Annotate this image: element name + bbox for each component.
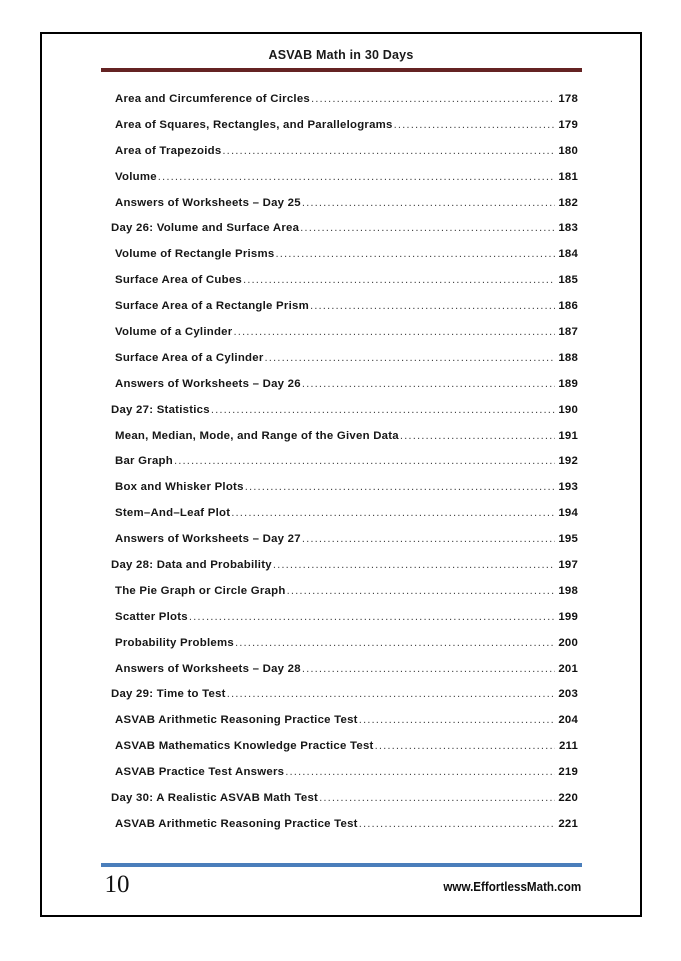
toc-entry-page-number: 191	[558, 429, 578, 442]
footer-divider-rule	[101, 863, 582, 867]
toc-entry-page-number: 180	[558, 144, 578, 157]
book-title: ASVAB Math in 30 Days	[268, 48, 414, 62]
toc-dot-leader	[400, 430, 555, 441]
toc-entry[interactable]	[42, 611, 640, 637]
toc-entry[interactable]	[42, 559, 640, 585]
toc-dot-leader	[235, 637, 555, 648]
toc-entry-page-number: 183	[558, 222, 578, 235]
page-number: 10	[104, 871, 130, 898]
toc-entry-title: Surface Area of a Cylinder	[115, 351, 264, 364]
toc-entry-page-number: 184	[558, 248, 578, 261]
toc-dot-leader	[285, 766, 555, 777]
toc-entry-page-number: 197	[558, 559, 578, 572]
toc-entry-page-number: 182	[558, 196, 578, 209]
toc-entry-page-number: 201	[558, 662, 578, 675]
toc-dot-leader	[300, 222, 555, 233]
toc-entry[interactable]	[42, 818, 640, 844]
toc-dot-leader	[211, 404, 555, 415]
toc-entry-title: Surface Area of a Rectangle Prism	[115, 300, 309, 313]
table-of-contents	[42, 93, 640, 844]
toc-entry-title: Area and Circumference of Circles	[115, 93, 310, 105]
toc-entry-title: Scatter Plots	[115, 610, 188, 623]
toc-dot-leader	[231, 507, 555, 518]
toc-entry[interactable]	[42, 766, 640, 792]
page-frame	[40, 32, 642, 917]
toc-entry[interactable]	[42, 274, 640, 300]
toc-entry-title: Surface Area of Cubes	[115, 274, 242, 287]
toc-entry-title: Answers of Worksheets – Day 25	[115, 196, 301, 209]
toc-entry-page-number: 190	[558, 403, 578, 416]
toc-entry[interactable]	[42, 430, 640, 456]
toc-entry[interactable]	[42, 197, 640, 223]
toc-dot-leader	[189, 611, 555, 622]
toc-entry[interactable]	[42, 585, 640, 611]
toc-dot-leader	[265, 352, 555, 363]
toc-entry[interactable]	[42, 326, 640, 352]
header-divider-rule	[101, 68, 582, 72]
toc-dot-leader	[243, 274, 555, 285]
toc-dot-leader	[174, 455, 555, 466]
toc-entry-page-number: 187	[558, 326, 578, 339]
toc-entry-title: Day 27: Statistics	[111, 403, 210, 416]
toc-entry[interactable]	[42, 455, 640, 481]
toc-entry-title: Answers of Worksheets – Day 26	[115, 377, 301, 390]
toc-entry[interactable]	[42, 507, 640, 533]
toc-entry[interactable]	[42, 533, 640, 559]
toc-entry[interactable]	[42, 792, 640, 818]
toc-entry-title: Volume of a Cylinder	[115, 326, 233, 339]
toc-entry-page-number: 200	[558, 636, 578, 649]
toc-entry-page-number: 185	[558, 274, 578, 287]
toc-entry-title: Volume of Rectangle Prisms	[115, 248, 275, 261]
toc-entry-title: Stem–And–Leaf Plot	[115, 507, 231, 520]
toc-dot-leader	[158, 171, 555, 182]
toc-entry[interactable]	[42, 119, 640, 145]
toc-entry-page-number: 204	[558, 714, 578, 727]
toc-entry-title: Box and Whisker Plots	[115, 481, 244, 494]
footer-content	[101, 872, 582, 897]
toc-entry-page-number: 186	[558, 300, 578, 313]
toc-entry-title: Day 29: Time to Test	[111, 688, 226, 701]
toc-entry-title: Probability Problems	[115, 636, 234, 649]
toc-dot-leader	[245, 481, 555, 492]
toc-entry-page-number: 189	[558, 377, 578, 390]
toc-entry-page-number: 188	[558, 351, 578, 364]
toc-entry-page-number: 193	[558, 481, 578, 494]
toc-entry-page-number: 211	[559, 740, 578, 753]
toc-dot-leader	[302, 197, 555, 208]
toc-entry[interactable]	[42, 740, 640, 766]
toc-entry[interactable]	[42, 145, 640, 171]
toc-entry-title: Area of Squares, Rectangles, and Parallelograms	[115, 118, 393, 131]
toc-entry[interactable]	[42, 663, 640, 689]
toc-entry[interactable]	[42, 93, 640, 119]
toc-dot-leader	[275, 248, 555, 259]
toc-entry[interactable]	[42, 222, 640, 248]
toc-dot-leader	[359, 818, 555, 829]
toc-entry-page-number: 220	[558, 792, 578, 805]
toc-entry-page-number: 199	[558, 610, 578, 623]
toc-dot-leader	[310, 300, 555, 311]
toc-entry-title: Area of Trapezoids	[115, 144, 222, 157]
toc-entry-title: The Pie Graph or Circle Graph	[115, 584, 286, 597]
toc-entry-title: Answers of Worksheets – Day 27	[115, 533, 301, 546]
toc-entry-title: ASVAB Arithmetic Reasoning Practice Test	[115, 817, 358, 830]
toc-entry-title: Day 30: A Realistic ASVAB Math Test	[111, 792, 319, 805]
toc-dot-leader	[302, 378, 555, 389]
toc-entry[interactable]	[42, 378, 640, 404]
toc-dot-leader	[319, 792, 555, 803]
toc-dot-leader	[311, 93, 555, 104]
toc-entry-page-number: 221	[558, 817, 578, 830]
toc-entry-title: Answers of Worksheets – Day 28	[115, 662, 301, 675]
toc-entry[interactable]	[42, 300, 640, 326]
toc-entry-title: Bar Graph	[115, 455, 173, 468]
toc-entry-page-number: 219	[558, 766, 578, 779]
toc-dot-leader	[233, 326, 555, 337]
toc-dot-leader	[287, 585, 555, 596]
toc-dot-leader	[273, 559, 555, 570]
toc-entry[interactable]	[42, 637, 640, 663]
toc-entry[interactable]	[42, 248, 640, 274]
toc-entry[interactable]	[42, 352, 640, 378]
toc-entry-page-number: 198	[558, 584, 578, 597]
page-footer	[42, 863, 640, 897]
toc-entry-page-number: 192	[558, 455, 578, 468]
toc-dot-leader	[375, 740, 555, 751]
toc-dot-leader	[302, 663, 555, 674]
website-url: www.EffortlessMath.com	[443, 879, 582, 894]
toc-entry[interactable]	[42, 481, 640, 507]
toc-entry-page-number: 181	[558, 170, 578, 183]
toc-entry-page-number: 179	[558, 118, 578, 131]
toc-entry-title: ASVAB Arithmetic Reasoning Practice Test	[115, 714, 358, 727]
toc-entry-title: ASVAB Mathematics Knowledge Practice Test	[115, 740, 374, 753]
toc-dot-leader	[227, 688, 555, 699]
toc-dot-leader	[394, 119, 555, 130]
toc-entry[interactable]	[42, 404, 640, 430]
toc-entry-title: Volume	[115, 170, 157, 183]
toc-entry-page-number: 194	[558, 507, 578, 520]
toc-entry-title: Mean, Median, Mode, and Range of the Given Data	[115, 429, 399, 442]
toc-entry[interactable]	[42, 688, 640, 714]
toc-entry-page-number: 195	[558, 533, 578, 546]
running-header	[42, 34, 640, 72]
toc-entry-title: Day 26: Volume and Surface Area	[111, 222, 300, 235]
toc-dot-leader	[359, 714, 555, 725]
toc-entry-title: Day 28: Data and Probability	[111, 559, 272, 572]
toc-entry-page-number: 178	[558, 93, 578, 105]
toc-entry[interactable]	[42, 171, 640, 197]
toc-entry-page-number: 203	[558, 688, 578, 701]
toc-dot-leader	[302, 533, 555, 544]
toc-entry-title: ASVAB Practice Test Answers	[115, 766, 285, 779]
toc-entry[interactable]	[42, 714, 640, 740]
toc-dot-leader	[222, 145, 555, 156]
